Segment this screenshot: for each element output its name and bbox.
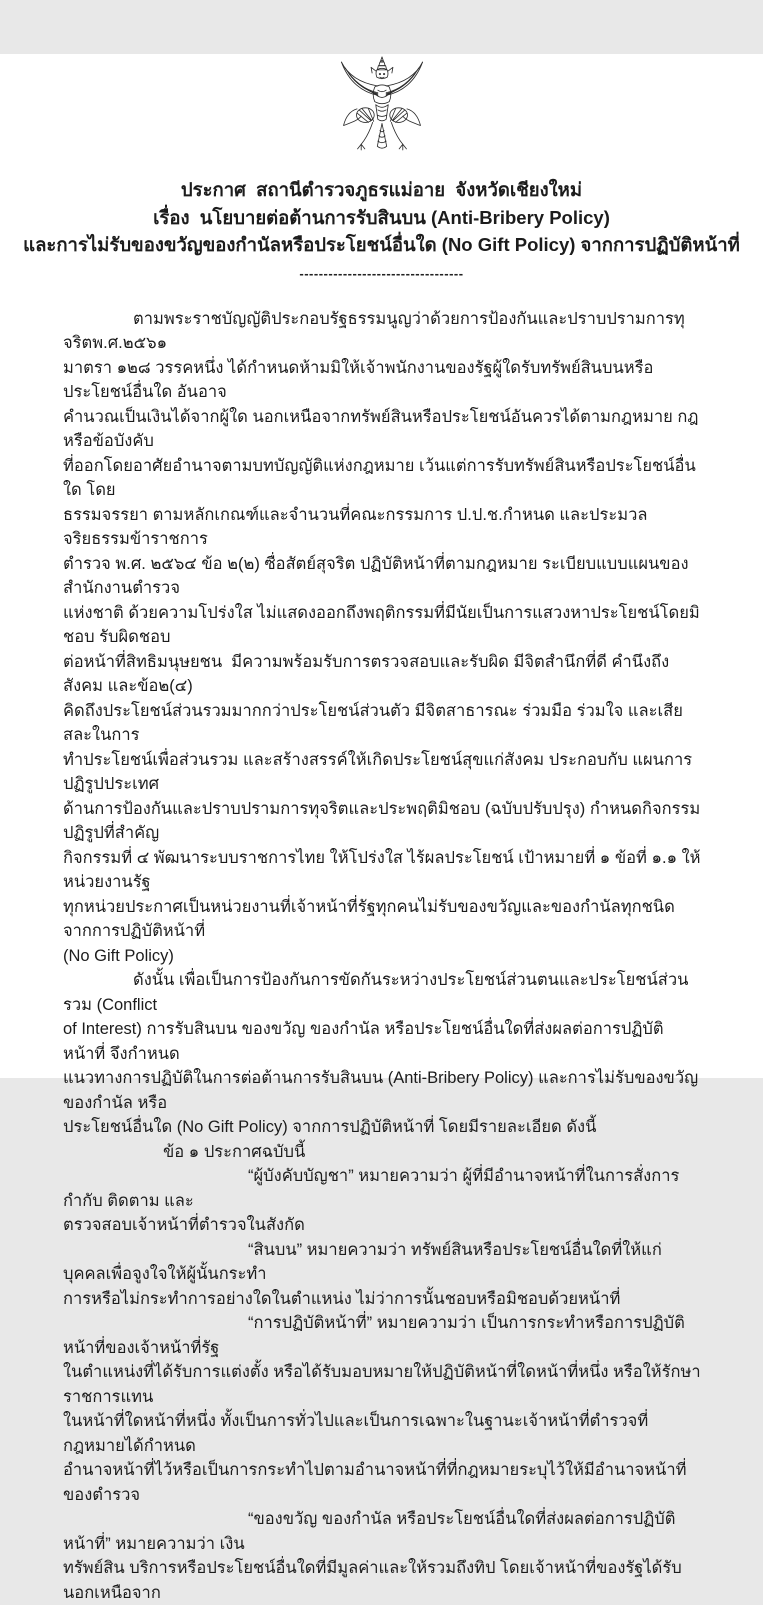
body-line: ที่ออกโดยอาศัยอำนาจตามบทบัญญัติแห่งกฎหมาย เว้นแต่การรับทรัพย์สินหรือประโยชน์อื่นใด โดย: [63, 454, 701, 503]
body-line: การหรือไม่กระทำการอย่างใดในตำแหน่ง ไม่ว่าการนั้นชอบหรือมิชอบด้วยหน้าที่: [63, 1287, 701, 1312]
body-line: กิจกรรมที่ ๔ พัฒนาระบบราชการไทย ให้โปร่งใส ไร้ผลประโยชน์ เป้าหมายที่ ๑ ข้อที่ ๑.๑ ให้หน่วยงานรัฐ: [63, 846, 701, 895]
title-line-2: เรื่อง นโยบายต่อต้านการรับสินบน (Anti-Bribery Policy): [0, 204, 763, 232]
body-line: คำนวณเป็นเงินได้จากผู้ใด นอกเหนือจากทรัพย์สินหรือประโยชน์อันควรได้ตามกฎหมาย กฎ หรือข้อบังคับ: [63, 405, 701, 454]
body-line: ตรวจสอบเจ้าหน้าที่ตำรวจในสังกัด: [63, 1213, 701, 1238]
garuda-emblem: [330, 54, 434, 170]
body-line: อำนาจหน้าที่ไว้หรือเป็นการกระทำไปตามอำนาจหน้าที่ที่กฎหมายระบุไว้ให้มีอำนาจหน้าที่ของตำรวจ: [63, 1458, 701, 1507]
body-line: ทรัพย์สิน บริการหรือประโยชน์อื่นใดที่มีมูลค่าและให้รวมถึงทิป โดยเจ้าหน้าที่ของรัฐได้รับนอกเหนือจาก: [63, 1556, 701, 1605]
title-line-3: และการไม่รับของขวัญของกำนัลหรือประโยชน์อื่นใด (No Gift Policy) จากการปฏิบัติหน้าที่: [0, 231, 763, 259]
body-line: แนวทางการปฏิบัติในการต่อต้านการรับสินบน (Anti-Bribery Policy) และการไม่รับของขวัญ ของกำนัล หรือ: [63, 1066, 701, 1115]
body-line: คิดถึงประโยชน์ส่วนรวมมากกว่าประโยชน์ส่วนตัว มีจิตสาธารณะ ร่วมมือ ร่วมใจ และเสียสละในการ: [63, 699, 701, 748]
body-line: ต่อหน้าที่สิทธิมนุษยชน มีความพร้อมรับการตรวจสอบและรับผิด มีจิตสำนึกที่ดี คำนึงถึงสังคม และข้อ๒(๔): [63, 650, 701, 699]
body-line: มาตรา ๑๒๘ วรรคหนึ่ง ได้กำหนดห้ามมิให้เจ้าพนักงานของรัฐผู้ใดรับทรัพย์สินบนหรือประโยชน์อื่นใด อันอาจ: [63, 356, 701, 405]
divider-line: ----------------------------------: [0, 266, 763, 281]
body-line-definition: “สินบน” หมายความว่า ทรัพย์สินหรือประโยชน์อื่นใดที่ให้แก่บุคคลเพื่อจูงใจให้ผู้นั้นกระทำ: [63, 1238, 701, 1287]
body-line: ตำรวจ พ.ศ. ๒๕๖๔ ข้อ ๒(๒) ซื่อสัตย์สุจริต ปฏิบัติหน้าที่ตามกฎหมาย ระเบียบแบบแผนของสำนักงานตำรวจ: [63, 552, 701, 601]
body-line: แห่งชาติ ด้วยความโปร่งใส ไม่แสดงออกถึงพฤติกรรมที่มีนัยเป็นการแสวงหาประโยชน์โดยมิชอบ รับผิดชอบ: [63, 601, 701, 650]
announcement-page: [0, 54, 763, 1078]
body-line-definition: “การปฏิบัติหน้าที่” หมายความว่า เป็นการกระทำหรือการปฏิบัติหน้าที่ของเจ้าหน้าที่รัฐ: [63, 1311, 701, 1360]
body-line: ทำประโยชน์เพื่อส่วนรวม และสร้างสรรค์ให้เกิดประโยชน์สุขแก่สังคม ประกอบกับ แผนการปฏิรูปประเทศ: [63, 748, 701, 797]
body-line-definition: “ผู้บังคับบัญชา” หมายความว่า ผู้ที่มีอำนาจหน้าที่ในการสั่งการ กำกับ ติดตาม และ: [63, 1164, 701, 1213]
body-line: ทุกหน่วยประกาศเป็นหน่วยงานที่เจ้าหน้าที่รัฐทุกคนไม่รับของขวัญและของกำนัลทุกชนิดจากการปฏิบัติหน้าที่: [63, 895, 701, 944]
document-body: [63, 307, 701, 1605]
body-line-definition: “ของขวัญ ของกำนัล หรือประโยชน์อื่นใดที่ส่งผลต่อการปฏิบัติหน้าที่” หมายความว่า เงิน: [63, 1507, 701, 1556]
body-line-clause-1: ข้อ ๑ ประกาศฉบับนี้: [63, 1140, 701, 1165]
body-line: ประโยชน์อื่นใด (No Gift Policy) จากการปฏิบัติหน้าที่ โดยมีรายละเอียด ดังนี้: [63, 1115, 701, 1140]
body-line: of Interest) การรับสินบน ของขวัญ ของกำนัล หรือประโยชน์อื่นใดที่ส่งผลต่อการปฏิบัติหน้าที่ จึงกำหนด: [63, 1017, 701, 1066]
body-line: ในตำแหน่งที่ได้รับการแต่งตั้ง หรือได้รับมอบหมายให้ปฏิบัติหน้าที่ใดหน้าที่หนึ่ง หรือให้รักษาราชการแทน: [63, 1360, 701, 1409]
document-title: [0, 176, 763, 259]
body-line: ธรรมจรรยา ตามหลักเกณฑ์และจำนวนที่คณะกรรมการ ป.ป.ช.กำหนด และประมวลจริยธรรมข้าราชการ: [63, 503, 701, 552]
body-line: ตามพระราชบัญญัติประกอบรัฐธรรมนูญว่าด้วยการป้องกันและปราบปรามการทุจริตพ.ศ.๒๕๖๑: [63, 307, 701, 356]
title-line-1: ประกาศ สถานีตำรวจภูธรแม่อาย จังหวัดเชียงใหม่: [0, 176, 763, 204]
body-line: (No Gift Policy): [63, 944, 701, 969]
body-line: ในหน้าที่ใดหน้าที่หนึ่ง ทั้งเป็นการทั่วไปและเป็นการเฉพาะในฐานะเจ้าหน้าที่ตำรวจที่กฎหมายได้กำหนด: [63, 1409, 701, 1458]
body-line: ด้านการป้องกันและปราบปรามการทุจริตและประพฤติมิชอบ (ฉบับปรับปรุง) กำหนดกิจกรรมปฏิรูปที่สำคัญ: [63, 797, 701, 846]
body-line: ดังนั้น เพื่อเป็นการป้องกันการขัดกันระหว่างประโยชน์ส่วนตนและประโยชน์ส่วนรวม (Conflict: [63, 968, 701, 1017]
